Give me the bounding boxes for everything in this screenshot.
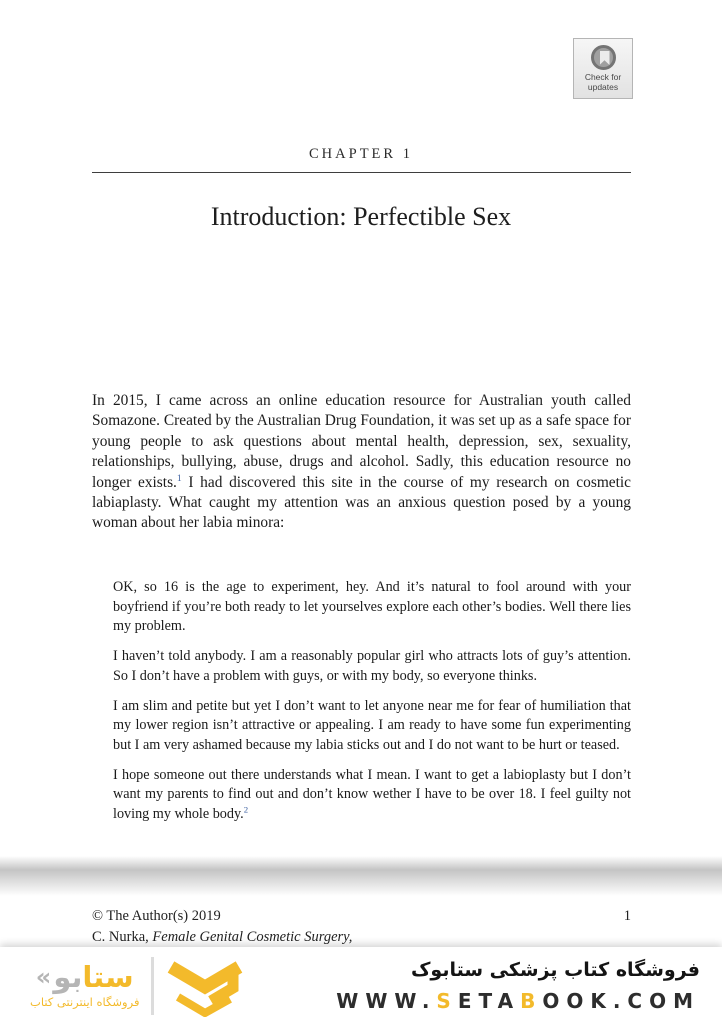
- setabook-chevron-emblem-icon: [166, 955, 244, 1017]
- chapter-rule: [92, 172, 631, 173]
- quote-paragraph: I haven’t told anybody. I am a reasonably popular girl who attracts lots of guy’s attention. So I don’t have a problem with guys, or with my body, so everyone thinks.: [113, 648, 631, 684]
- copyright-text: © The Author(s) 2019: [92, 908, 221, 924]
- quote-block: [113, 578, 631, 835]
- store-url: WWW.SETABOOK.COM: [336, 988, 700, 1013]
- logo-wordmark: « بو ستا: [35, 960, 134, 994]
- quote-paragraph: I am slim and petite but yet I don’t want to let anyone near me for fear of humiliation that my lower region isn’t attractive or appealing. I am ready to have some fun experimenting but I am very ashamed because my labia sticks out and I do not want to be hurt or teased.: [113, 697, 631, 753]
- check-for-updates-badge[interactable]: [573, 38, 633, 99]
- crossmark-label: Check for updates: [584, 72, 622, 92]
- page-title: Introduction: Perfectible Sex: [210, 202, 512, 231]
- footnote-ref[interactable]: 1: [176, 472, 182, 484]
- store-title: فروشگاه کتاب پزشکی ستابوک: [410, 958, 700, 981]
- page-footer: [92, 907, 631, 947]
- crossmark-icon: [591, 45, 616, 70]
- quote-paragraph: I hope someone out there understands what I mean. I want to get a labioplasty but I don’t want my parents to find out and don’t know wether I have to be over 18. I feel guilty not loving my whole body.$^2$: [113, 766, 631, 823]
- logo-chevron-icon: «: [35, 963, 52, 991]
- chapter-label: CHAPTER 1: [309, 146, 413, 162]
- citation-line: C. Nurka, Female Genital Cosmetic Surgery,: [92, 929, 353, 945]
- logo-tagline: فروشگاه اینترنتی کتاب: [30, 995, 140, 1009]
- watermark-banner: [0, 947, 722, 1024]
- footnote-ref[interactable]: 2: [243, 804, 249, 815]
- page-shadow: [0, 856, 722, 896]
- page-number: 1: [623, 908, 631, 924]
- intro-paragraph: In 2015, I came across an online education resource for Australian youth called Somazone. Created by the Australian Drug Foundation, it was set up as a safe space for young people to ask questions about mental health, depression, sex, sexuality, relationships, bullying, abuse, drugs and alcohol. Sadly, this education resource no longer exists.$^1$ I had discovered this site in the course of my research on cosmetic labiaplasty. What caught my attention was an anxious question posed by a young woman about her labia minora:: [92, 392, 632, 532]
- quote-paragraph: OK, so 16 is the age to experiment, hey. And it’s natural to fool around with your boyfriend if you’re both ready to let yourselves explore each other’s bodies. Well there lies my problem.: [113, 579, 631, 635]
- logo-divider: [151, 957, 154, 1015]
- setabook-logo: [30, 955, 244, 1017]
